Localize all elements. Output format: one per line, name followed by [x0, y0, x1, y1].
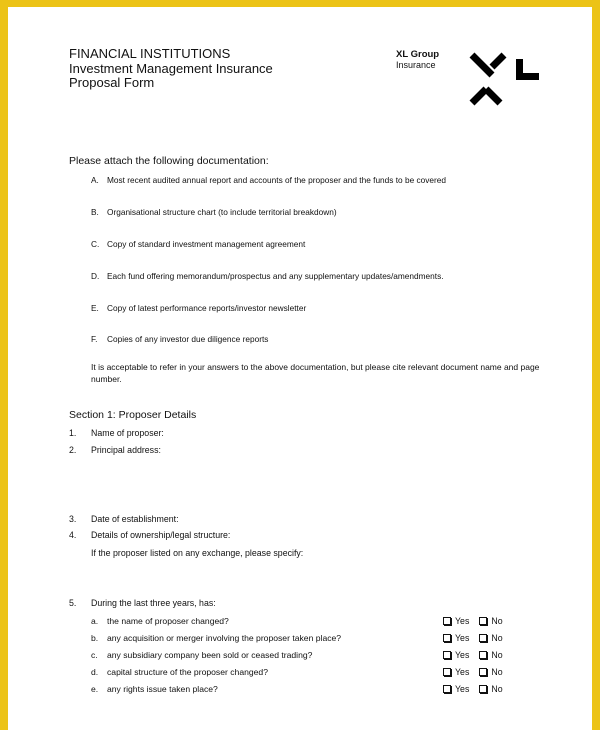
yes-option[interactable] [443, 650, 469, 660]
subitem-text: any rights issue taken place? [107, 684, 218, 694]
documentation-item [91, 334, 268, 344]
documentation-item-text: Copies of any investor due diligence reports [107, 334, 269, 344]
yes-no-options [443, 616, 513, 626]
subitem-letter: d. [91, 667, 99, 677]
subitem-text: the name of proposer changed? [107, 616, 229, 626]
yes-no-options [443, 650, 513, 660]
no-label: No [491, 633, 503, 643]
subitem-text: any subsidiary company been sold or ceased trading? [107, 650, 313, 660]
no-option[interactable] [479, 633, 502, 643]
yes-checkbox[interactable] [443, 668, 451, 676]
question-text: Principal address: [91, 445, 161, 455]
subitem-letter: c. [91, 650, 98, 660]
question-number: 5. [69, 598, 77, 608]
question-4-followup: If the proposer listed on any exchange, please specify: [91, 548, 304, 558]
yes-checkbox[interactable] [443, 617, 451, 625]
no-checkbox[interactable] [479, 685, 487, 693]
no-option[interactable] [479, 650, 502, 660]
documentation-note: It is acceptable to refer in your answers to the above documentation, but please cite relevant document name and page number. [91, 362, 540, 384]
no-option[interactable] [479, 616, 502, 626]
form-title-line-2: Investment Management Insurance [69, 60, 273, 76]
documentation-heading: Please attach the following documentation: [69, 155, 269, 167]
documentation-item-letter: B. [91, 207, 99, 217]
form-page [8, 7, 592, 730]
yes-option[interactable] [443, 616, 469, 626]
subitem-letter: b. [91, 633, 99, 643]
no-option[interactable] [479, 684, 502, 694]
no-checkbox[interactable] [479, 651, 487, 659]
question-5-subitem [91, 667, 268, 677]
question-text: Name of proposer: [91, 428, 164, 438]
brand-subtitle: Insurance [396, 60, 436, 70]
form-title-block [69, 47, 273, 91]
xl-logo-icon [468, 51, 544, 107]
brand-name: XL Group [396, 49, 440, 60]
yes-checkbox[interactable] [443, 685, 451, 693]
no-label: No [491, 650, 503, 660]
question-text: Date of establishment: [91, 514, 179, 524]
documentation-item-letter: C. [91, 239, 100, 249]
question-text: Details of ownership/legal structure: [91, 530, 231, 540]
subitem-letter: a. [91, 616, 99, 626]
yes-label: Yes [455, 633, 470, 643]
question-5-subitem [91, 684, 218, 694]
no-option[interactable] [479, 667, 502, 677]
documentation-item-letter: A. [91, 175, 99, 185]
documentation-item [91, 271, 444, 281]
question-number: 4. [69, 530, 77, 540]
question-5-subitem [91, 650, 312, 660]
form-title-line-1: FINANCIAL INSTITUTIONS [69, 46, 231, 61]
yes-no-options [443, 684, 513, 694]
documentation-item-letter: E. [91, 303, 99, 313]
question-5-subitem [91, 616, 229, 626]
no-checkbox[interactable] [479, 617, 487, 625]
documentation-item [91, 207, 337, 217]
subitem-letter: e. [91, 684, 99, 694]
yes-option[interactable] [443, 633, 469, 643]
yes-option[interactable] [443, 667, 469, 677]
documentation-item-text: Most recent audited annual report and accounts of the proposer and the funds to be covered [107, 175, 447, 185]
yes-checkbox[interactable] [443, 634, 451, 642]
yes-label: Yes [455, 616, 470, 626]
documentation-item-text: Organisational structure chart (to include territorial breakdown) [107, 207, 337, 217]
subitem-text: capital structure of the proposer changed? [107, 667, 268, 677]
documentation-item [91, 175, 446, 185]
yes-label: Yes [455, 650, 470, 660]
documentation-item-letter: D. [91, 271, 100, 281]
yes-label: Yes [455, 667, 470, 677]
question-number: 2. [69, 445, 77, 455]
question-5-subitem [91, 633, 341, 643]
documentation-item-text: Each fund offering memorandum/prospectus and any supplementary updates/amendments. [107, 271, 444, 281]
documentation-item-letter: F. [91, 334, 98, 344]
subitem-text: any acquisition or merger involving the proposer taken place? [107, 633, 342, 643]
yes-no-options [443, 633, 513, 643]
no-checkbox[interactable] [479, 668, 487, 676]
no-checkbox[interactable] [479, 634, 487, 642]
no-label: No [491, 684, 503, 694]
yes-checkbox[interactable] [443, 651, 451, 659]
documentation-item [91, 239, 305, 249]
brand-block [396, 49, 439, 71]
documentation-item [91, 303, 306, 313]
documentation-item-text: Copy of standard investment management agreement [107, 239, 306, 249]
question-number: 3. [69, 514, 77, 524]
yes-option[interactable] [443, 684, 469, 694]
question-number: 1. [69, 428, 77, 438]
no-label: No [491, 616, 503, 626]
form-title-line-3: Proposal Form [69, 75, 155, 90]
yes-label: Yes [455, 684, 470, 694]
section-1-heading: Section 1: Proposer Details [69, 409, 197, 421]
no-label: No [491, 667, 503, 677]
documentation-item-text: Copy of latest performance reports/investor newsletter [107, 303, 307, 313]
yes-no-options [443, 667, 513, 677]
question-text: During the last three years, has: [91, 598, 216, 608]
